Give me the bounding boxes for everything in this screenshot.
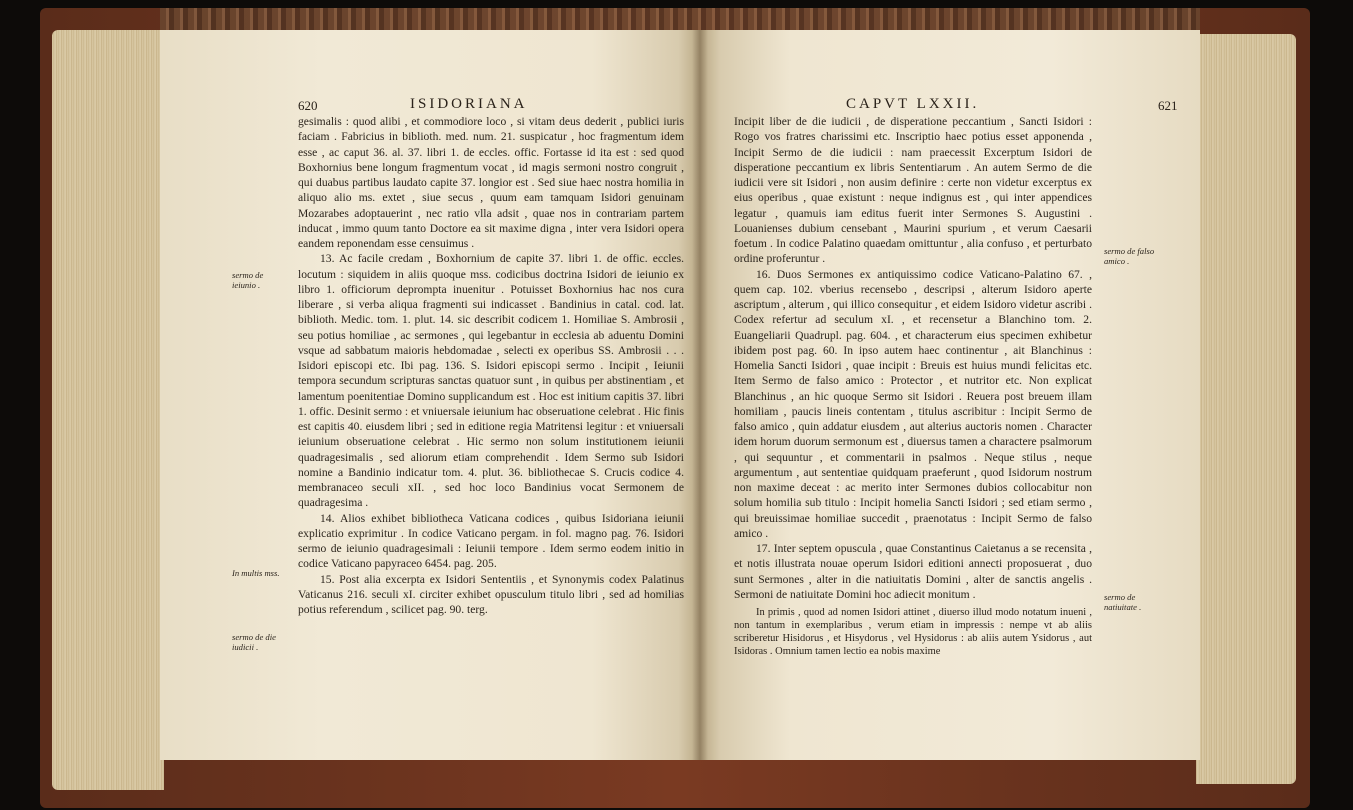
right-paragraph: 17. Inter septem opuscula , quae Constantinus Caietanus a se recensita , et notis illustrata nouae operum Isidori editioni annecti proposuerat , duo sunt Sermones , alter in die natiuitatis Domini , alter de sanctis angelis . Sermoni de natiuitate Domini hoc adiecit monitum . (734, 542, 1092, 601)
right-footnote: In primis , quod ad nomen Isidori attinet , diuerso illud modo notatum inueni , non tantum in exemplaribus , verum etiam in impressis : nempe vt ab aliis scriberetur Hisidorus , et Hisydorus , vel Hysidorus : ab aliis autem Ysidorus , aut Isidoras . Omnium tamen lectio ea nobis maxime (734, 607, 1092, 657)
right-page-header (846, 96, 1186, 114)
book-gutter (692, 30, 708, 760)
margin-note: sermo de die iudicii . (232, 632, 276, 652)
right-page-text (734, 114, 1092, 658)
left-page-header (298, 96, 698, 114)
margin-note: In multis mss. (232, 568, 280, 578)
left-running-title: ISIDORIANA (410, 96, 528, 112)
right-paragraph: Incipit liber de die iudicii , de disperatione peccantium , Sancti Isidori : Rogo vos fratres charissimi etc. Inscriptio haec potius esset apponenda , Incipit Sermo de die iudicii : nam praecessit Excerptum Isidori de disperatione peccantium ex libris Sententiarum . An autem Sermo de die iudicii vere sit Isidori , non ausim definire : certe non videtur excerptus ex eius operibus , quae existunt : neque indignus est , qui inter appendices legatur , quamuis iam editus fuerit inter Sermones S. Augustini . Louanienses dubium censebant , Maurini spurium , et verum Caesarii foetum . In codice Palatino quaedam omittuntur , alia confuso , et perturbato ordine proferuntur . (734, 115, 1092, 266)
left-page-edges (52, 30, 164, 790)
left-page-text (298, 114, 684, 617)
right-page-edges (1196, 34, 1296, 784)
left-page-number: 620 (298, 98, 318, 113)
right-paragraph: 16. Duos Sermones ex antiquissimo codice Vaticano-Palatino 67. , quem cap. 102. vberius recensebo , descripsi , alterum Isidoro aperte ascriptum , alterum , qui illico consequitur , et eidem Isidoro videtur ascribi . Codex refertur ad seculum xI. , et recensetur a Blanchino tom. 2. Euangeliarii Quadrupl. pag. 604. , et characterum eius specimen exhibetur ibidem post pag. 60. In ipso autem haec continentur , ait Blanchinus : Homelia Sancti Isidori , quae incipit : Breuis est huius mundi felicitas etc. Item Sermo de falso amico : Protector , et nutritor etc. Non explicat Blanchinus , an hic quoque Sermo sit Isidori . Reuera post breuem illam homiliam , paucis lineis contentam , titulus ascribitur : Incipit Sermo de falso amico , quin addatur eiusdem , aut alterius auctoris nomen . Character idem horum duorum sermonum est , diuersus tamen a charactere psalmorum , qui sequuntur , et commentarii in psalmos . Neque stilus , neque argumentum , aut sententiae quidquam praeferunt , quod Isidorum nostrum non maxime deceat : ac merito inter Sermones dubios collocabitur non solum homilia sub titulo : Incipit homelia Sancti Isidori ; sed etiam sermo , qui breuissimae homiliae succedit , praenotatus : Incipit Sermo de falso amico . (734, 267, 1092, 540)
left-paragraph: 15. Post alia excerpta ex Isidori Sententiis , et Synonymis codex Palatinus Vaticanus 216. seculi xI. circiter exhibet opusculum titulo libri , sed ad homilias potius referendum , scilicet pag. 90. terg. (298, 572, 684, 616)
right-page-number: 621 (1158, 98, 1178, 113)
left-paragraph: 14. Alios exhibet bibliotheca Vaticana codices , quibus Isidoriana ieiunii explicatio exprimitur . In codice Vaticano pergam. in fol. magno pag. 76. Isidori sermo de ieiunio quadragesimali : Ieiunii tempore . Idem sermo eodem initio in codice Vaticano papyraceo 6454. pag. 205. (298, 511, 684, 571)
margin-note: sermo de ieiunio . (232, 270, 264, 290)
left-paragraph: gesimalis : quod alibi , et commodiore loco , si vitam deus dederit , publici iuris faciam . Fabricius in biblioth. med. num. 21. suspicatur , hoc fragmentum idem esse , ac caput 36. al. 37. libri 1. de eccles. offic. Fortasse id ita est : sed quod Boxhornius bene longum fragmentum vocat , id magis sermoni nostro congruit , qui duabus partibus laudato capite 37. longior est . Sed siue haec nostra homilia in aliquo alio ms. extet , siue secus , quum eam tamquam Isidori genuinam Mozarabes adoptauerint , nec ratio vlla adsit , quae nos in contrariam partem inducat , immo quum tanto Doctore ea sit maxime digna , inter vera Isidori opera eandem reponendam esse censuimus . (298, 115, 684, 250)
right-running-title: CAPVT LXXII. (846, 96, 980, 112)
left-paragraph: 13. Ac facile credam , Boxhornium de capite 37. libri 1. de offic. eccles. locutum : siquidem in aliis quoque mss. codicibus doctrina Isidori de ieiunio ex libro 1. officiorum deprompta inuenitur . Potuisset Boxhornius hac nos cura liberare , si verba aliqua fragmenti sui indicasset . Bandinius in catal. cod. lat. biblioth. Medic. tom. 1. plut. 14. sic describit codicem 1. Homiliae S. Ambrosii , seu potius homiliae , ac sermones , qui legebantur in ecclesia ab aduentu Domini vsque ad sabbatum maioris hebdomadae , selecti ex operibus SS. Ambrosii . . . Isidori episcopi etc. Ibi pag. 136. S. Isidori episcopi sermo . Incipit , Ieiunii tempora secundum scripturas sanctas quatuor sunt , in quibus per abstinentiam , et lamentum poenitentiae Domino supplicandum est . Hoc est initium capitis 37. libri 1. offic. Desinit sermo : et vniuersale ieiunium hac obseruatione celebrat . Hic finis est capitis 40. eiusdem libri ; sed in editione regia Matritensi legitur : et vniuersali ieiunium obseruatione celebrat . Hic sermo non solum institutionem ieiunii quadragesimalis , sed aliorum etiam comprehendit . Idem Sermo sub Isidori nomine a Bandinio indicatur tom. 4. plut. 36. bibliothecae S. Crucis codice 4. membranaceo seculi xII. , sed hoc loco Bandinius vocat Sermonem de quadragesima . (298, 252, 684, 510)
margin-note: sermo de falso amico . (1104, 246, 1155, 266)
margin-note: sermo de natiuitate . (1104, 592, 1142, 612)
background-decoration (160, 8, 1200, 32)
